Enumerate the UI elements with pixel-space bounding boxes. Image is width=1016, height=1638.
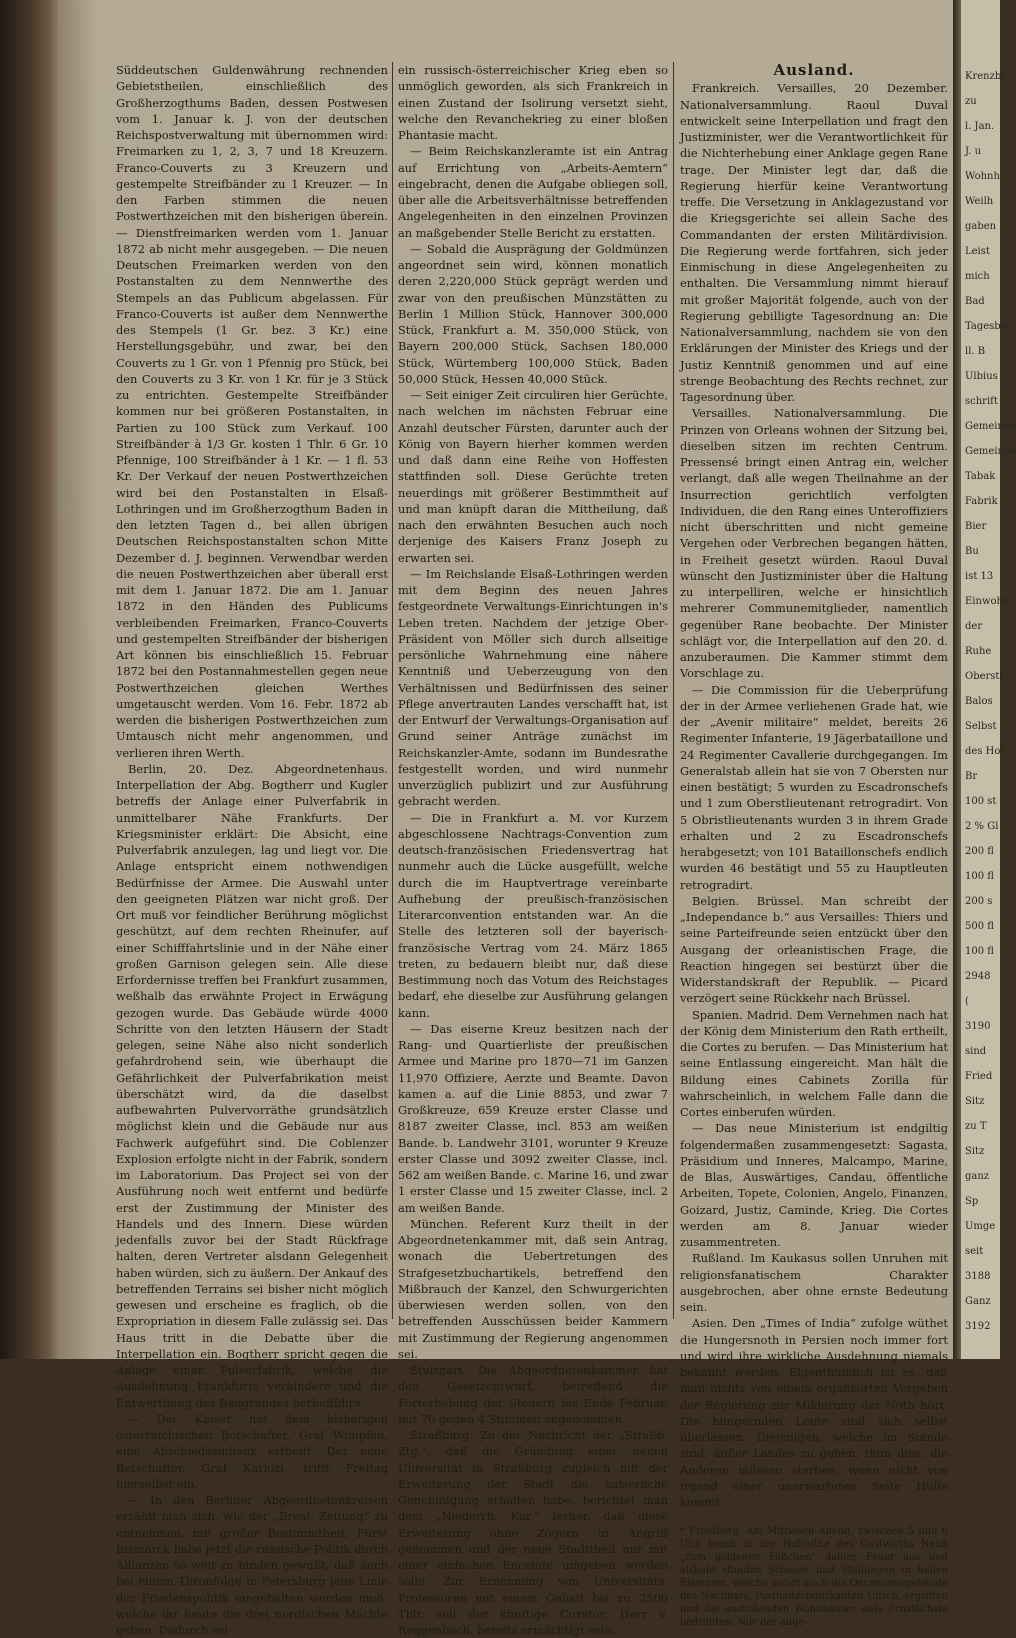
next-page-fragment: Krenzbr: [965, 71, 1007, 82]
next-page-fragment: ganz: [965, 1171, 990, 1182]
next-page-fragment: Wohnh: [965, 171, 1000, 182]
column-3-body: [680, 80, 948, 1510]
article-paragraph: Belgien. Brüssel. Man schreibt der „Independance b.“ aus Versailles: Thiers und seine Parteifreunde seien entzückt über den Ausgang der orleanistischen Frage, die Reaction hingegen sei bestürzt über die Widerstandskraft der Republik. — Picard verzögert seine Rückkehr nach Brüssel.: [680, 893, 948, 1006]
column-rule: [673, 62, 674, 1319]
next-page-fragment: Bier: [965, 521, 987, 532]
article-paragraph: Frankreich. Versailles, 20 Dezember. Nationalversammlung. Raoul Duval entwickelt seine Interpellation und fragt den Justizminister, wer die Verantwortlichkeit für die Nichterhebung einer Anklage gegen Rane trage. Der Minister legt dar, daß die Regierung hierfür keine Verantwortung treffe. Die Versetzung in Anklagezustand vor die Kriegsgerichte sei allein Sache des Commandanten der ersten Militärdivision. Die Regierung werde fortfahren, sich jeder Einmischung in diese Angelegenheiten zu enthalten. Die Versammlung nimmt hierauf mit großer Majorität folgende, auch von der Regierung gebilligte Tagesordnung an: Die Nationalversammlung, nachdem sie von den Erklärungen der Minister des Kriegs und der Justiz Kenntniß genommen und auf eine strenge Beobachtung des Rechts rechnet, zur Tagesordnung über.: [680, 81, 948, 404]
article-paragraph: Asien. Den „Times of India“ zufolge wüthet die Hungersnoth in Persien noch immer fort und wird ihre wirkliche Ausdehnung niemals bekannt werden. Eigenthümlich ist es, daß man nichts von einem organisirten Vorgehen der Regierung zur Milderung der Noth hört. Die hungernden Leute sind sich selbst überlassen. Diejenigen, welche im Stande sind, außer Landes zu gehen, thun dies; die Anderen müssen sterben, wenn nicht von irgend einer unerwarteten Seite Hülfe kommt.: [680, 1316, 948, 1509]
next-page-fragment: 3188: [965, 1271, 991, 1282]
next-page-fragment: Sitz: [965, 1146, 985, 1157]
book-binding: [0, 0, 58, 1359]
article-paragraph: Rußland. Im Kaukasus sollen Unruhen mit religionsfanatischem Charakter ausgebrochen, aber ohne ernste Bedeutung sein.: [680, 1251, 948, 1314]
next-page-fragment: ist 13: [965, 571, 994, 582]
section-title: Ausland.: [773, 61, 855, 79]
next-page-fragment: Tagesbro: [965, 321, 1012, 332]
article-paragraph: — Das neue Ministerium ist endgiltig folgendermaßen zusammengesetzt: Sagasta, Präsidium und Inneres, Malcampo, Marine, de Blas, Auswärtiges, Candau, öffentliche Arbeiten, Topete, Colonien, Angelo, Finanzen, Goizard, Justiz, Caminde, Krieg. Die Cortes werden am 8. Januar wieder zusammentreten.: [680, 1121, 948, 1249]
article-paragraph: Versailles. Nationalversammlung. Die Prinzen von Orleans wohnen der Sitzung bei, dieselben sitzen im rechten Centrum. Pressensé bringt einen Antrag ein, welcher verlangt, daß alle wegen Theilnahme an der Insurrection gerichtlich verfolgten Individuen, die den Rang eines Unteroffiziers nicht überschritten und nicht gemeine Vergehen oder Verbrechen begangen hätten, in Freiheit gesetzt würden. Raoul Duval wünscht den Justizminister über die Haltung zu interpelliren, welche er hinsichtlich mehrerer Communemitglieder, namentlich gegenüber Rane beobachte. Der Minister schlägt vor, die Interpellation auf den 20. d. anzuberaumen. Die Kammer stimmt dem Vorschlage zu.: [680, 406, 948, 681]
next-page-fragment: der: [965, 621, 983, 632]
next-page-fragment: 200 fl: [965, 846, 994, 857]
next-page-fragment: zu T: [965, 1121, 987, 1132]
next-page-fragment: 500 fl: [965, 921, 994, 932]
next-page-fragment: seit: [965, 1246, 984, 1257]
article-paragraph: Stuttgart. Die Abgeordnetenkammer hat den Gesetzentwurf, betreffend die Forterhebung der Steuern bis Ende Februar, mit 70 gegen 4 Stimmen angenommen.: [398, 1363, 668, 1426]
next-page-fragment: 200 s: [965, 896, 993, 907]
next-page-fragment: 100 fl: [965, 871, 994, 882]
next-page-fragment: Sp: [965, 1196, 979, 1207]
next-page-fragment: schrift: [965, 396, 998, 407]
next-page-fragment: Fried: [965, 1071, 993, 1082]
next-page-fragment: 2948: [965, 971, 991, 982]
next-page-fragment: Ganz: [965, 1296, 991, 1307]
article-paragraph: — Die Commission für die Ueberprüfung der in der Armee verliehenen Grade hat, wie der „Avenir militaire“ meldet, bereits 26 Regimenter Infanterie, 19 Jägerbataillone und 24 Regimenter Cavallerie durchgegangen. Im Generalstab allein hat sie von 7 Obersten nur einen bestätigt; 5 wurden zu Escadronschefs und 1 zum Oberstlieutenant retrogradirt. Von 5 Obristlieutenants wurden 3 in ihrem Grade erhalten und 2 zu Escadronschefs herabgesetzt; von 101 Bataillonschefs endlich wurden 46 bestätigt und 55 zu Hauptleuten retrogradirt.: [680, 682, 948, 892]
footnote: * Friedberg. Am Mittwoch Abend, zwischen 5 und 6 Uhr, brach in der Hofraithe des Gastwirths Neuß „zum goldenen Fäßchen“ dahier Feuer aus und alsbald standen Scheuer und Stallungen in hellen Flammen, welche sofort auch die Oeconomiegebäude des Nachbars, Posthalterfabrikanten Ulrich, ergriffen und die anstoßenden Wohnhäuser aufs Ernstlichste bedrohten. Nur der ange-: [680, 1518, 948, 1629]
next-page-edge: [961, 0, 1016, 1359]
next-page-fragment: Einwohn: [965, 596, 1010, 607]
next-page-fragment: des Hof: [965, 746, 1005, 757]
next-page-fragment: Gemeinde: [965, 421, 1016, 432]
next-page-fragment: Ruhe: [965, 646, 992, 657]
next-page-fragment: 100 fl: [965, 946, 994, 957]
article-paragraph: — Seit einiger Zeit circuliren hier Gerüchte, nach welchen im nächsten Februar eine Anzahl deutscher Fürsten, darunter auch der König von Bayern hierher kommen werden und daß dann eine Reihe von Hoffesten stattfinden soll. Diese Gerüchte treten neuerdings mit größerer Bestimmtheit auf und man knüpft daran die Mittheilung, daß nach den erwähnten Besuchen auch noch derjenige des Kaisers Franz Joseph zu erwarten sei.: [398, 388, 668, 565]
article-paragraph: ein russisch-österreichischer Krieg eben so unmöglich geworden, als sich Frankreich in einen Zustand der Isolirung versetzt sieht, welche den Revanchekrieg zu einer bloßen Phantasie macht.: [398, 63, 668, 142]
article-paragraph: — In den Berliner Abgeordnetenkreisen erzählt man sich, wie der „Breal. Zeitung“ zu entnehmen, mit großer Bestimmtheit, Fürst Bismarck habe jetzt die russische Politik durch Allianzen so weit zu binden gewußt, daß auch bei einem Thronfolge in Petersburg jene Linie der Friedenspolitik eingehalten werden muß, welche ihr heute die drei nordischen Mächte geben. Dadurch sei: [116, 1493, 388, 1637]
next-page-fragment: 2 % Gl: [965, 821, 999, 832]
column-3: [680, 61, 948, 1629]
article-paragraph: — Im Reichslande Elsaß-Lothringen werden mit dem Beginn des neuen Jahres festgeordnete Verwaltungs-Einrichtungen in's Leben treten. Nachdem der jetzige Ober-Präsident von Möller sich durch allseitige persönliche Wahrnehmung eine nähere Kenntniß und Ueberzeugung von den Verhältnissen und Bedürfnissen des seiner Pflege anvertrauten Landes verschafft hat, ist der Entwurf der Verwaltungs-Organisation auf Grund seiner Anträge zunächst im Reichskanzler-Amte, sodann im Bundesrathe festgestellt worden, und wird nunmehr unverzüglich publizirt und zur Ausführung gebracht werden.: [398, 566, 668, 809]
column-1: [116, 62, 388, 1637]
next-page-fragment: 3190: [965, 1021, 991, 1032]
next-page-fragment: Balos: [965, 696, 993, 707]
next-page-fragment: (: [965, 996, 969, 1007]
next-page-fragment: gaben: [965, 221, 997, 232]
next-page-fragment: Br: [965, 771, 978, 782]
next-page-fragment: 100 st: [965, 796, 997, 807]
newspaper-page: [58, 0, 953, 1637]
article-paragraph: — Beim Reichskanzleramte ist ein Antrag auf Errichtung von „Arbeits-Aemtern“ eingebracht, denen die Aufgabe obliegen soll, über alle die Arbeitsverhältnisse betreffenden Angelegenheiten in den einzelnen Provinzen an maßgebender Stelle Bericht zu erstatten.: [398, 144, 668, 240]
article-paragraph: München. Referent Kurz theilt in der Abgeordnetenkammer mit, daß sein Antrag, wonach die Uebertretungen des Strafgesetzbuchartikels, betreffend den Mißbrauch der Kanzel, den Schwurgerichten überwiesen werden sollen, von den betreffenden Ausschüssen beider Kammern mit Zustimmung der Regierung angenommen sei.: [398, 1216, 668, 1361]
next-page-fragment: Gemeinde: [965, 446, 1016, 457]
next-page-fragment: mich: [965, 271, 990, 282]
next-page-fragment: Sitz: [965, 1096, 985, 1107]
article-paragraph: — Der Kaiser hat dem bisherigen österreichischen Botschafter, Graf Wimpfen, eine Abschiedsaudienz ertheilt. Der neue Botschafter, Graf Karlozi, trifft Freitag hierselbst ein.: [116, 1411, 388, 1491]
article-paragraph: — Sobald die Ausprägung der Goldmünzen angeordnet sein wird, können monatlich deren 2,220,000 Stück geprägt werden und zwar von den preußischen Münzstätten zu Berlin 1 Million Stück, Hannover 300,000 Stück, Frankfurt a. M. 350,000 Stück, von Bayern 200,000 Stück, Sachsen 180,000 Stück, Würtemberg 100,000 Stück, Baden 50,000 Stück, Hessen 40,000 Stück.: [398, 241, 668, 386]
article-paragraph: Berlin, 20. Dez. Abgeordnetenhaus. Interpellation der Abg. Bogtherr und Kugler betreffs der Anlage einer Pulverfabrik in unmittelbarer Nähe Frankfurts. Der Kriegsminister erklärt: Die Absicht, eine Pulverfabrik anzulegen, lag und liegt vor. Die Anlage entspricht einem nothwendigen Bedürfnisse der Armee. Die Auswahl unter den geeigneten Plätzen war nicht groß. Der Ort muß vor feindlicher Berührung möglichst geschützt, auf dem rechten Rheinufer, auf einer Schifffahrtslinie und in der Nähe einer großen Garnison gelegen sein. Alle diese Erfordernisse treffen bei Frankfurt zusammen, weßhalb das erwähnte Project in Erwägung gezogen wurde. Das Gebäude würde 4000 Schritte von den letzten Häusern der Stadt gelegen, seine Nähe also nicht sonderlich gefahrdrohend sein, wie überhaupt die Gefährlichkeit der Pulverfabrikation meist überschätzt wird, da die daselbst aufbewahrten Pulvervorräthe grundsätzlich möglichst klein und die Gebäude nur aus Fachwerk aufgeführt sind. Die Coblenzer Explosion erfolgte nicht in der Fabrik, sondern im Laboratorium. Das Project sei von der Ausführung noch weit entfernt und bedürfe erst der Zustimmung der Minister des Handels und des Innern. Diese würden jedenfalls zuvor bei der Stadt Rückfrage halten, deren Vertreter alsdann Gelegenheit haben würden, sich zu äußern. Der Ankauf des betreffenden Terrains sei bisher nicht möglich gewesen und erscheine es fraglich, ob die Expropriation in diesem Falle zulässig sei. Das Haus tritt in die Debatte über die Interpellation ein. Bogtherr spricht gegen die Anlage einer Pulverfabrik, welche die Ausdehnung Frankfurts verhindere und die Entwerthung des Baugrundes herbeiführe.: [116, 761, 388, 1410]
next-page-fragment: Tabak: [965, 471, 996, 482]
next-page-fragment: Bu: [965, 546, 979, 557]
column-2: [398, 62, 668, 1637]
next-page-fragment: J. u: [965, 146, 982, 157]
next-page-fragment: Fabrik: [965, 496, 998, 507]
next-page-fragment: Leist: [965, 246, 990, 257]
next-page-fragment: ll. B: [965, 346, 986, 357]
article-paragraph: Straßburg. Zu der Nachricht der „Straßb. Ztg.“, daß die Gründung einer neuen Universität in Straßburg zugleich mit der Erweiterung der Stadt die kaiserliche Genehmigung erhalten habe, berichtet man dem „Niederrh. Kur.“ ferner, daß diese Erweiterung ohne Zögern in Angriff genommen und der neue Stadttheil nur mit einer einfachen Enceinte umgeben werden solle. Zur Ernennung von Universitäts-Professoren mit einem Gehalt bis zu 2500 Thlr. soll der künftige Curator, Herr v. Roggenbach, bereits ermächtigt sein.: [398, 1428, 668, 1637]
next-page-fragment: 3192: [965, 1321, 991, 1332]
next-page-fragment: Bad: [965, 296, 985, 307]
next-page-fragment: l. Jan.: [965, 121, 995, 132]
next-page-fragment: Umge: [965, 1221, 996, 1232]
column-rule: [392, 62, 393, 1319]
article-paragraph: Süddeutschen Guldenwährung rechnenden Gebietstheilen, einschließlich des Großherzogthums Baden, dessen Postwesen vom 1. Januar k. J. von der deutschen Reichspostverwaltung mit übernommen wird: Freimarken zu 1, 2, 3, 7 und 18 Kreuzern. Franco-Couverts zu 3 Kreuzern und gestempelte Streifbänder zu 1 Kreuzer. — In den Farben stimmen die neuen Postwerthzeichen mit den bisherigen überein. — Dienstfreimarken werden vom 1. Januar 1872 ab nicht mehr ausgegeben. — Die neuen Deutschen Freimarken werden von den Postanstalten zu dem Nennwerthe des Stempels an das Publicum abgelassen. Für Franco-Couverts ist außer dem Nennwerthe des Stempels (1 Gr. bez. 3 Kr.) eine Herstellungsgebühr, und zwar, bei den Couverts zu 1 Gr. von 1 Pfennig pro Stück, bei den Couverts zu 3 Kr. von 1 Kr. für je 3 Stück zu entrichten. Gestempelte Streifbänder kommen nur bei größeren Postanstalten, in Partien zu 100 Stück zum Verkauf. 100 Streifbänder à 1/3 Gr. kosten 1 Thlr. 6 Gr. 10 Pfennige, 100 Streifbänder à 1 Kr. — 1 fl. 53 Kr. Der Verkauf der neuen Postwerthzeichen wird bei den Postanstalten in Elsaß-Lothringen und im Großherzogthum Baden in den letzten Tagen d., bei allen übrigen Deutschen Reichspostanstalten schon Mitte Dezember d. J. beginnen. Verwendbar werden die neuen Postwerthzeichen aber überall erst mit dem 1. Januar 1872. Die am 1. Januar 1872 in den Händen des Publicums verbleibenden Freimarken, Franco-Couverts und gestempelten Streifbänder der bisherigen Art können bis einschließlich 15. Februar 1872 bei den Postannahmestellen gegen neue Postwerthzeichen gleichen Werthes umgetauscht werden. Vom 16. Febr. 1872 ab werden die bisherigen Postwerthzeichen zum Umtausch nicht mehr angenommen, und verlieren ihren Werth.: [116, 63, 388, 760]
next-page-fragment: Weilh: [965, 196, 994, 207]
next-page-fragment: Ulbius: [965, 371, 998, 382]
next-page-fragment: Selbst: [965, 721, 997, 732]
article-paragraph: Spanien. Madrid. Dem Vernehmen nach hat der König dem Ministerium den Rath ertheilt, die Cortes zu berufen. — Das Ministerium hat seine Entlassung eingereicht. Man hält die Bildung eines Cabinets Zorilla für wahrscheinlich, in welchem Falle dann die Cortes einberufen würden.: [680, 1007, 948, 1119]
article-paragraph: — Die in Frankfurt a. M. vor Kurzem abgeschlossene Nachtrags-Convention zum deutsch-französischen Friedensvertrag hat nunmehr auch die Lücke ausgefüllt, welche durch die im Hauptvertrage vereinbarte Aufhebung der preußisch-französischen Literarconvention entstanden war. An die Stelle des letzteren soll der bayerisch-französische Vertrag vom 24. März 1865 treten, zu bedauern bleibt nur, daß diese Bestimmung noch das Votum des Reichstages bedarf, ehe dieselbe zur Ausführung gelangen kann.: [398, 810, 668, 1020]
article-paragraph: — Das eiserne Kreuz besitzen nach der Rang- und Quartierliste der preußischen Armee und Marine pro 1870—71 im Ganzen 11,970 Offiziere, Aerzte und Beamte. Davon kamen a. auf die Linie 8853, und zwar 7 Großkreuze, 659 Kreuze erster Classe und 8187 zweiter Classe, incl. 853 am weißen Bande. b. Landwehr 3101, worunter 9 Kreuze erster Classe und 3092 zweiter Classe, incl. 562 am weißen Bande. c. Marine 16, und zwar 1 erster Classe und 15 zweiter Classe, incl. 2 am weißen Bande.: [398, 1021, 668, 1215]
next-page-fragment: sind: [965, 1046, 987, 1057]
page-fold: [953, 0, 961, 1359]
next-page-fragment: Obersti: [965, 671, 1003, 682]
next-page-fragment: zu: [965, 96, 977, 107]
